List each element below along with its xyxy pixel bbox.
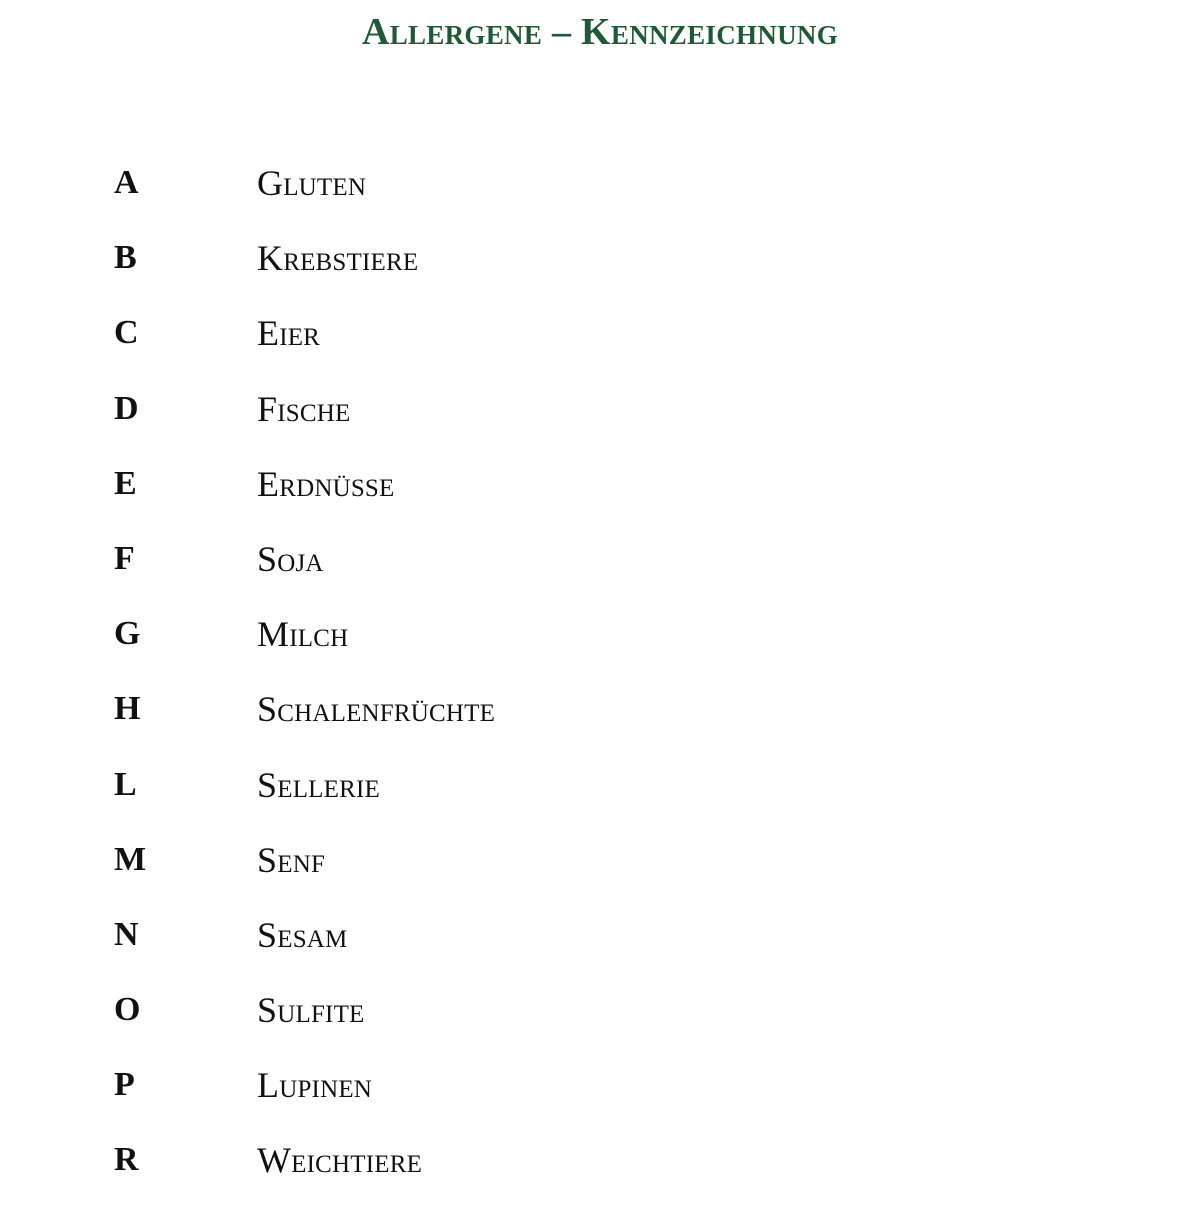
allergen-row: [0, 608, 1200, 683]
allergen-code: B: [114, 239, 137, 277]
allergen-row: [0, 909, 1200, 984]
allergen-name: Weichtiere: [257, 1140, 423, 1181]
allergen-code: P: [114, 1066, 135, 1104]
allergen-code: H: [114, 690, 141, 728]
allergen-name: Sellerie: [257, 764, 380, 805]
allergen-name: Senf: [257, 839, 326, 880]
allergen-list: [0, 157, 1200, 1210]
allergen-name: Milch: [257, 614, 349, 655]
allergen-row: [0, 683, 1200, 758]
allergen-code: C: [114, 314, 139, 352]
allergen-name: Fische: [257, 388, 351, 429]
page-title: Allergene – Kennzeichnung: [361, 11, 839, 53]
allergen-code: L: [114, 765, 137, 803]
allergen-name: Sesam: [257, 914, 348, 955]
allergen-row: [0, 458, 1200, 533]
allergen-name: Eier: [257, 313, 321, 354]
allergen-code: E: [114, 464, 137, 502]
allergen-row: [0, 383, 1200, 458]
allergen-row: [0, 533, 1200, 608]
allergen-row: [0, 157, 1200, 232]
allergen-row: [0, 1134, 1200, 1209]
allergen-name: Sulfite: [257, 990, 365, 1031]
allergen-row: [0, 307, 1200, 382]
allergen-row: [0, 232, 1200, 307]
allergen-code: G: [114, 615, 141, 653]
allergen-row: [0, 834, 1200, 909]
allergen-code: O: [114, 991, 141, 1029]
allergen-code: F: [114, 539, 135, 577]
allergen-name: Schalenfrüchte: [257, 689, 496, 730]
allergen-name: Lupinen: [257, 1065, 373, 1106]
allergen-row: [0, 759, 1200, 834]
allergen-code: D: [114, 389, 139, 427]
allergen-row: [0, 1059, 1200, 1134]
allergen-name: Krebstiere: [257, 238, 419, 279]
allergen-row: [0, 984, 1200, 1059]
allergen-code: M: [114, 840, 147, 878]
allergen-code: A: [114, 164, 139, 201]
allergen-name: Gluten: [257, 163, 367, 203]
allergen-code: N: [114, 915, 139, 953]
allergen-code: R: [114, 1141, 139, 1179]
allergen-name: Soja: [257, 538, 324, 579]
allergen-name: Erdnüsse: [257, 463, 395, 504]
